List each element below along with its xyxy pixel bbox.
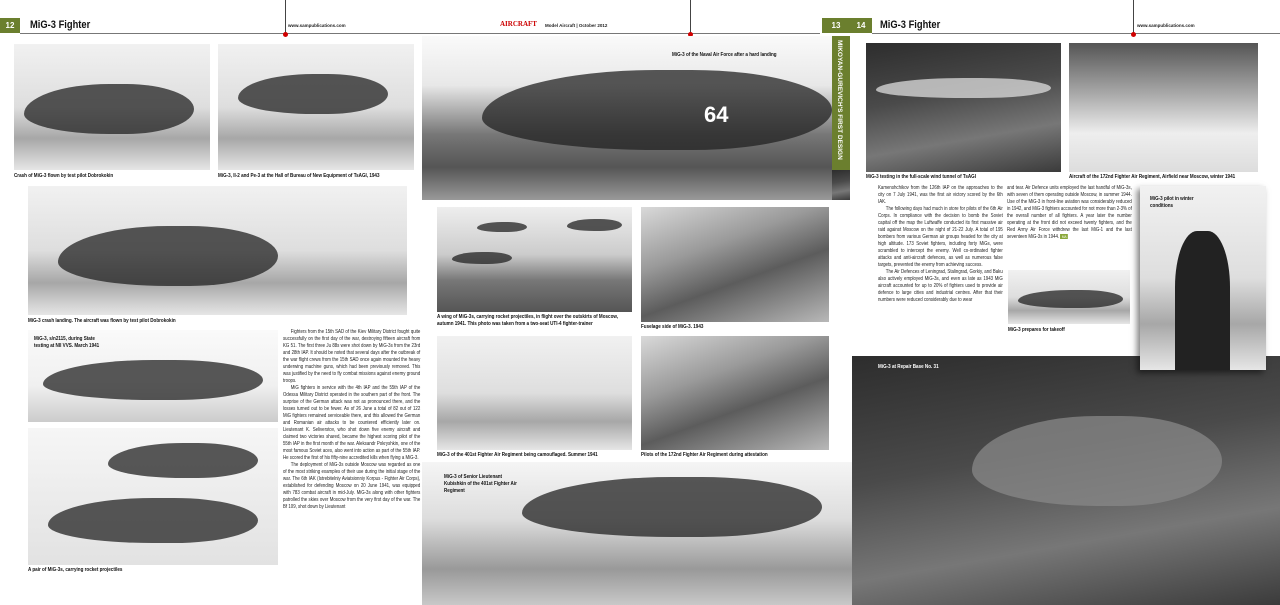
photo-camouflaged xyxy=(437,336,632,450)
photo-repair-base xyxy=(852,356,1280,605)
photo-pair-rockets xyxy=(28,428,278,565)
caption: MiG-3 prepares for takeoff xyxy=(1008,327,1065,333)
article-body-right-col1 xyxy=(878,185,1003,304)
article-body-left xyxy=(283,329,420,511)
photo-wind-tunnel xyxy=(866,43,1061,172)
caption: Fuselage side of MiG-3. 1943 xyxy=(641,324,704,330)
magazine-logo: AIRCRAFT xyxy=(500,20,537,28)
side-tab-text: MIKOYAN-GUREVICH'S FIRST DESIGN xyxy=(836,40,843,160)
divider xyxy=(1133,0,1134,34)
side-tab xyxy=(832,36,850,170)
caption: Aircraft of the 172nd Fighter Air Regiment, Airfield near Moscow, winter 1941 xyxy=(1069,174,1236,180)
photo-state-testing xyxy=(28,330,278,422)
photo-172nd-winter xyxy=(1069,43,1258,172)
caption: MiG-3 of the 401st Fighter Air Regiment being camouflaged. Summer 1941 xyxy=(437,452,598,458)
photo-pilots-attestation xyxy=(641,336,829,450)
page-title-left: MiG-3 Fighter xyxy=(30,19,91,31)
paragraph: The deployment of MiG-3s outside Moscow was regarded as one of the most striking examples of their use during the initial stage of the war. The 6th IAK (Istrebitelniy Aviatsionniy Korpus - Fighter Air Corps), established for defending Moscow on 20 June 1941, was equipped with 783 combat aircraft in mid-July. MiG-3s along with other fighters patrolled the skies over Moscow from the very first day of the war. The Bf 109, shot down by Lieutenant xyxy=(283,462,421,510)
photo-prepares-takeoff xyxy=(1008,270,1130,324)
photo-naval-hard-landing xyxy=(422,36,832,200)
photo-pilot-winter xyxy=(1140,186,1266,370)
photo-fuselage-side xyxy=(641,207,829,322)
caption: MiG-3 testing in the full-scale wind tunnel of TsAGI xyxy=(866,174,976,180)
photo-hall-bureau xyxy=(218,44,414,170)
red-dot-marker xyxy=(283,32,288,37)
issue-label: Model Aircraft | October 2012 xyxy=(545,23,608,28)
page-title-right: MiG-3 Fighter xyxy=(880,19,941,31)
page-number-13: 13 xyxy=(822,18,850,33)
photo-naval-extension xyxy=(832,170,850,200)
caption: MiG-3 crash landing. The aircraft was flown by test pilot Dobrokokin xyxy=(28,318,176,324)
website-url-right: www.sampublications.com xyxy=(1137,23,1195,28)
page-number-14: 14 xyxy=(850,18,872,33)
article-body-right-col2 xyxy=(1007,185,1132,241)
photo-crash-dobrokokin xyxy=(14,44,210,170)
paragraph: MiG fighters in service with the 4th IAP and the 55th IAP of the Odessa Military District operated in the southern part of the front. The surprise of the German attack was not as pronounced there, and the losses turned out to be fewer. As of 26 June a total of 82 out of 122 MiG fighters remained serviceable there, and this allowed the German and Romanian air attacks to be countered efficiently later on. Lieutenant K. Seliverstov, who shot down five enemy aircraft and claimed two victories shared, became the highest scoring pilot of the 55th IAP in the first month of the war. Aleksandr Pokryshkin, one of the most famous Soviet aces, also went into action as part of the 55th IAP. He scored the first of his fifty-nine accredited kills when flying a MiG-3. xyxy=(283,385,421,461)
paragraph: Fighters from the 15th SAD of the Kiev Military District fought quite successfully on the first day of the war, destroying fifteen aircraft from KG 51. The first three Ju 88s were shot down by MiG-3s from the 23rd and 28th IAP. It should be noted that several days after the outbreak of the war flight crews from the 15th SAD once again mounted the heavy underwing machine guns, which had been previously removed. This was justified by the need to fly combat missions against enemy ground troops. xyxy=(283,329,421,384)
caption: Crash of MiG-3 flown by test pilot Dobrokokin xyxy=(14,173,114,179)
photo-kubishkin xyxy=(422,462,852,605)
photo-wing-flight xyxy=(437,207,632,312)
paragraph: and tear. Air Defence units employed the last handful of MiG-3s, with seven of them operating outside Moscow, in summer 1944. Use of the MiG-3 in front-line aviation was considerably reduced in 1942, and MiG-3 fighters accounted for not more than 2-3% of the overall number of all fighters. A year later the number operating at the front did not exceed twenty fighters, and the Red Army Air Force withdrew the last MiG-1 and the last seventeen MiG-3s in 1944. xyxy=(1007,185,1132,240)
end-of-article-tag: MA xyxy=(1061,234,1067,239)
paragraph: Kamenshchikov from the 126th IAP on the approaches to the city on 7 July 1941, was the first air victory scored by the 6th IAK. xyxy=(878,185,1003,205)
caption: MiG-3 of Senior Lieutenant Kubishkin of the 401st Fighter Air Regiment xyxy=(444,474,517,494)
aircraft-number: 64 xyxy=(704,102,729,127)
caption: MiG-3 at Repair Base No. 31 xyxy=(878,364,939,370)
divider xyxy=(285,0,286,34)
caption: A wing of MiG-3s, carrying rocket projectiles, in flight over the outskirts of Moscow, autumn 1941. This photo was taken from a two-seat UTI-4 fighter-trainer xyxy=(437,314,619,327)
paragraph: The following days had much in store for pilots of the 6th Air Corps. In compliance with the decision to bomb the Soviet capital off the map the Luftwaffe conducted its first massive air raid against Moscow on the night of 21-22 July. A total of 195 bombers from various German air groups headed for the city at high altitude. 173 Soviet fighters, including forty MiGs, were scrambled to intercept the enemy. Well co-ordinated fighter attacks and anti-aircraft defences, as well as numerous false targets, prevented the enemy from achieving success. xyxy=(878,206,1003,268)
header-rule xyxy=(20,33,820,34)
caption: MiG-3 pilot in winter conditions xyxy=(1150,196,1194,209)
website-url: www.sampublications.com xyxy=(288,23,346,28)
red-dot-marker xyxy=(1131,32,1136,37)
photo-crash-landing xyxy=(28,186,407,315)
caption: A pair of MiG-3s, carrying rocket projectiles xyxy=(28,567,123,573)
caption: Pilots of the 172nd Fighter Air Regiment during attestation xyxy=(641,452,768,458)
divider xyxy=(690,0,691,34)
paragraph: The Air Defences of Leningrad, Stalingrad, Gorkiy, and Baku also actively employed MiG-3s, and even as late as 1943 MiG aircraft accounted for up to 20% of fighters used to provide air defence to large cities and industrial centres. After that their numbers were reduced considerably due to wear xyxy=(878,269,1003,303)
page-number-left: 12 xyxy=(0,18,20,33)
caption: MiG-3, s/n2115, during State testing at NII VVS. March 1941 xyxy=(34,336,100,349)
header-rule-right xyxy=(872,33,1280,34)
caption: MiG-3 of the Naval Air Force after a hard landing xyxy=(672,52,777,58)
caption: MiG-3, Il-2 and Pe-3 at the Hall of Bureau of New Equipment of TsAGI, 1943 xyxy=(218,173,380,179)
